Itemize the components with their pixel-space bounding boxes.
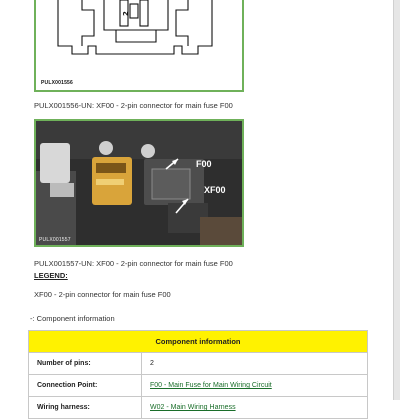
connector-diagram-frame bbox=[34, 0, 244, 92]
diagram-code: PULX001556 bbox=[41, 80, 74, 86]
row-value-pins: 2 bbox=[142, 353, 368, 375]
table-header: Component information bbox=[29, 331, 368, 353]
legend-title: LEGEND: bbox=[34, 271, 68, 280]
row-key-connection: Connection Point: bbox=[29, 375, 142, 397]
connector-label: XF00 bbox=[204, 185, 226, 195]
connector-photo bbox=[36, 121, 242, 245]
figure1-caption: PULX001556-UN: XF00 - 2-pin connector for main fuse F00 bbox=[34, 101, 233, 110]
component-info-table bbox=[28, 330, 368, 419]
figure2-caption: PULX001557-UN: XF00 - 2-pin connector for main fuse F00 bbox=[34, 259, 233, 268]
svg-text:2: 2 bbox=[122, 11, 130, 16]
table-row bbox=[29, 375, 368, 397]
legend-item: XF00 - 2-pin connector for main fuse F00 bbox=[34, 290, 171, 299]
connector-drawing bbox=[36, 0, 242, 90]
section-title: -: Component information bbox=[30, 314, 115, 323]
connector-photo-frame bbox=[34, 119, 244, 247]
photo-code: PULX001557 bbox=[39, 237, 71, 243]
fuse-label: F00 bbox=[196, 159, 212, 169]
row-key-pins: Number of pins: bbox=[29, 353, 142, 375]
table-row bbox=[29, 353, 368, 375]
row-key-harness: Wiring harness: bbox=[29, 397, 142, 419]
wiring-harness-link[interactable]: W02 - Main Wiring Harness bbox=[150, 404, 236, 411]
connection-point-link[interactable]: F00 - Main Fuse for Main Wiring Circuit bbox=[150, 382, 272, 389]
page-scrollbar[interactable] bbox=[393, 0, 400, 400]
